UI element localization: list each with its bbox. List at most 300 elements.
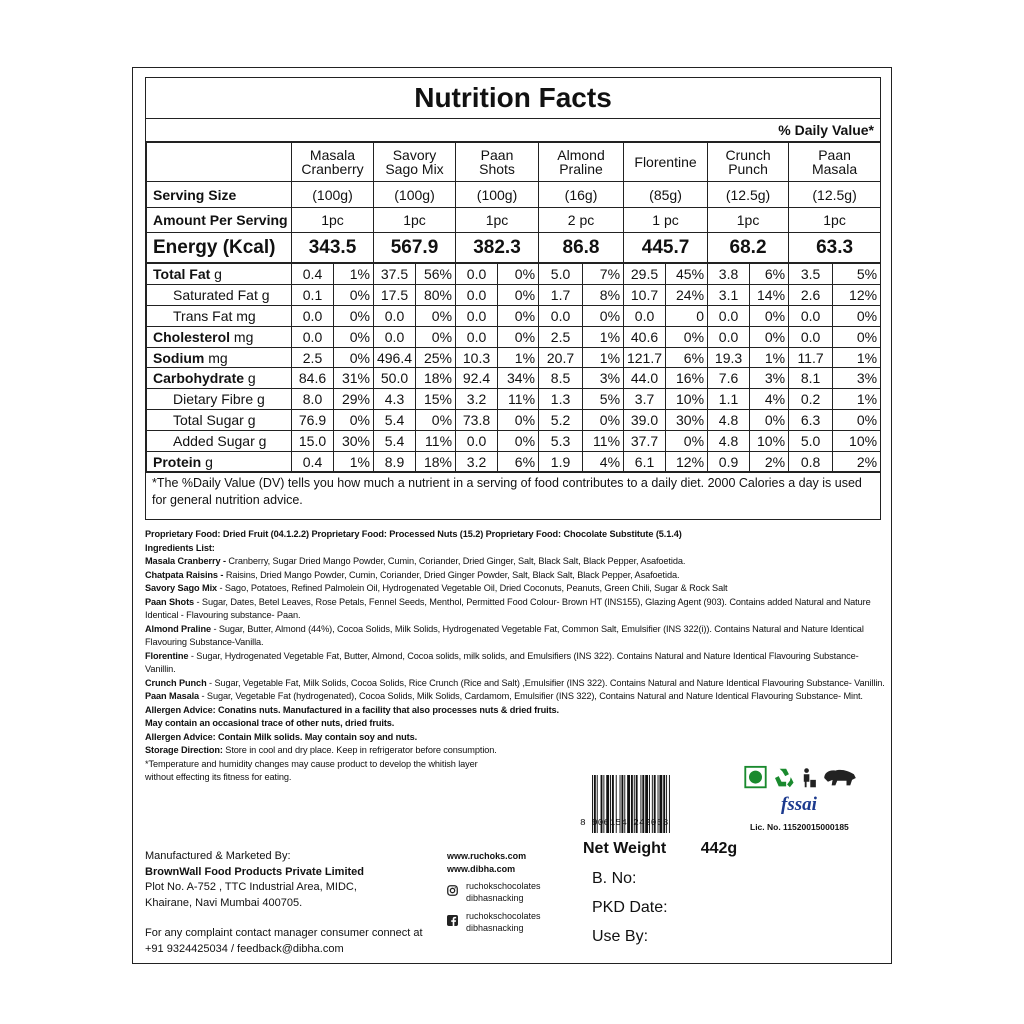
nutrient-amount: 17.5	[374, 284, 416, 305]
product-name-line-2: Sago Mix	[385, 161, 444, 177]
product-header-6	[789, 143, 881, 182]
ingredient-text: Raisins, Dried Mango Powder, Cumin, Coriander, Dried Ginger Powder, Salt, Black Salt, Black Pepper, Asafoetida.	[225, 569, 680, 580]
nutrient-amount: 0.0	[624, 305, 666, 326]
ingredient-text: - Sugar, Butter, Almond (44%), Cocoa Solids, Milk Solids, Hydrogenated Vegetable Fat, Common Salt, Emulsifier (INS 322(i)). Contains Natural and Nature Identical Flavouring Substance-Vanilla.	[145, 623, 864, 647]
nutrient-amount: 39.0	[624, 410, 666, 431]
nutrient-amount: 73.8	[456, 410, 498, 431]
nutrient-daily-value: 30%	[334, 431, 374, 452]
energy-row-value: 382.3	[456, 233, 539, 264]
nutrient-amount: 37.7	[624, 431, 666, 452]
ingredient-item	[145, 555, 885, 569]
ingredient-item	[145, 650, 885, 677]
nutrient-daily-value: 10%	[750, 431, 789, 452]
nutrient-row	[147, 410, 881, 431]
proprietary-value-1: Dried Fruit (04.1.2.2)	[220, 529, 309, 539]
nutrient-amount: 29.5	[624, 263, 666, 284]
nutrient-amount: 2.6	[789, 284, 833, 305]
nutrient-amount: 0.2	[789, 389, 833, 410]
nutrient-label	[147, 368, 292, 389]
nutrient-amount: 6.1	[624, 452, 666, 473]
energy-row	[147, 233, 881, 264]
nutrient-amount: 0.1	[292, 284, 334, 305]
instagram-handle-1: ruchokschocolates	[466, 881, 541, 891]
nutrient-daily-value: 34%	[498, 368, 539, 389]
nutrient-amount: 3.1	[708, 284, 750, 305]
product-name-line-1: Paan	[818, 147, 851, 163]
nutrient-daily-value: 11%	[416, 431, 456, 452]
website-link-2[interactable]: www.dibha.com	[447, 864, 516, 874]
nutrient-amount: 5.4	[374, 410, 416, 431]
nutrient-daily-value: 1%	[334, 452, 374, 473]
nutrient-amount: 121.7	[624, 347, 666, 368]
allergen-advice-3: Allergen Advice: Contain Milk solids. May contain soy and nuts.	[145, 731, 418, 742]
ingredient-item	[145, 690, 885, 704]
nutrient-amount: 5.0	[789, 431, 833, 452]
complaint-line-1: For any complaint contact manager consumer connect at	[145, 927, 423, 939]
nutrient-row	[147, 368, 881, 389]
nutrient-daily-value: 2%	[833, 452, 881, 473]
nutrient-row	[147, 305, 881, 326]
nutrient-unit: mg	[230, 328, 254, 345]
amount-per-serving-row-value: 1 pc	[624, 208, 708, 233]
ingredient-text: - Sugar, Dates, Betel Leaves, Rose Petals, Fennel Seeds, Menthol, Permitted Food Colour- Brown HT (INS155), Glazing Agent (903). Contains added Natural and Nature Identical - Flavouring substance- Paan.	[145, 596, 871, 620]
fssai-logo	[775, 795, 823, 815]
website-block	[447, 850, 526, 876]
nutrient-daily-value: 12%	[833, 284, 881, 305]
nutrient-daily-value: 0%	[666, 431, 708, 452]
nutrient-amount: 4.8	[708, 410, 750, 431]
nutrient-daily-value: 3%	[750, 368, 789, 389]
nutrient-amount: 5.4	[374, 431, 416, 452]
energy-row-value: 445.7	[624, 233, 708, 264]
nutrient-amount: 4.8	[708, 431, 750, 452]
nutrient-amount: 2.5	[292, 347, 334, 368]
instagram-icon	[447, 885, 458, 896]
temperature-note-2: without effecting its fitness for eating.	[145, 772, 292, 782]
nutrient-row	[147, 452, 881, 473]
nutrient-daily-value: 31%	[334, 368, 374, 389]
nutrient-daily-value: 0%	[833, 326, 881, 347]
amount-per-serving-row-value: 1pc	[374, 208, 456, 233]
nutrient-amount: 496.4	[374, 347, 416, 368]
nutrient-amount: 10.3	[456, 347, 498, 368]
barcode-number: 8 906154 242063	[580, 817, 669, 828]
nutrient-amount: 8.1	[789, 368, 833, 389]
instagram-handle-2: dibhasnacking	[466, 893, 524, 903]
nutrient-unit: g	[201, 453, 213, 470]
nutrient-daily-value: 1%	[750, 347, 789, 368]
nutrient-daily-value: 15%	[416, 389, 456, 410]
serving-size-row-value: (100g)	[456, 182, 539, 208]
nutrient-amount: 40.6	[624, 326, 666, 347]
proprietary-value-3: Chocolate Substitute (5.1.4)	[561, 529, 682, 539]
nutrient-daily-value: 4%	[750, 389, 789, 410]
storage-direction	[145, 744, 885, 758]
product-header-3	[539, 143, 624, 182]
net-weight-value: 442g	[700, 840, 738, 857]
veg-mark-icon	[745, 767, 765, 787]
nutrient-daily-value: 11%	[498, 389, 539, 410]
daily-value-footnote: *The %Daily Value (DV) tells you how much a nutrient in a serving of food contributes to a daily diet. 2000 Calories a day is used for general nutrition advice.	[146, 471, 880, 519]
nutrient-daily-value: 7%	[583, 263, 624, 284]
complaint-block	[145, 926, 423, 957]
nutrient-daily-value: 3%	[833, 368, 881, 389]
nutrient-amount: 50.0	[374, 368, 416, 389]
nutrient-daily-value: 1%	[334, 263, 374, 284]
daily-value-header: % Daily Value*	[146, 118, 880, 142]
nutrient-daily-value: 5%	[833, 263, 881, 284]
nutrient-label	[147, 347, 292, 368]
amount-per-serving-row-value: 2 pc	[539, 208, 624, 233]
nutrient-amount: 5.0	[539, 263, 583, 284]
packed-date-label: PKD Date:	[592, 899, 668, 916]
nutrient-daily-value: 0%	[583, 305, 624, 326]
product-header-0	[292, 143, 374, 182]
nutrient-amount: 7.6	[708, 368, 750, 389]
nutrient-daily-value: 1%	[498, 347, 539, 368]
amount-per-serving-row-value: 1pc	[789, 208, 881, 233]
nutrient-amount: 0.0	[789, 305, 833, 326]
nutrient-amount: 1.3	[539, 389, 583, 410]
energy-row-label: Energy (Kcal)	[147, 233, 292, 264]
ingredient-item	[145, 677, 885, 691]
nutrient-daily-value: 1%	[833, 347, 881, 368]
nutrient-amount: 92.4	[456, 368, 498, 389]
nutrient-daily-value: 0%	[750, 410, 789, 431]
nutrient-amount: 8.0	[292, 389, 334, 410]
product-name-line-1: Savory	[392, 147, 437, 163]
make-in-india-lion-icon	[824, 770, 856, 786]
nutrient-label	[147, 284, 292, 305]
nutrient-amount: 0.0	[456, 263, 498, 284]
nutrient-daily-value: 0%	[334, 326, 374, 347]
nutrient-amount: 0.0	[539, 305, 583, 326]
product-name-line-2: Praline	[559, 161, 603, 177]
proprietary-label-3: Proprietary Food:	[485, 529, 562, 539]
product-name-line-2: Cranberry	[301, 161, 364, 177]
nutrient-label	[147, 410, 292, 431]
nutrient-amount: 0.0	[789, 326, 833, 347]
serving-size-row-value: (16g)	[539, 182, 624, 208]
serving-size-row-value: (85g)	[624, 182, 708, 208]
dispose-icon	[804, 768, 816, 787]
energy-row-value: 343.5	[292, 233, 374, 264]
nutrient-amount: 11.7	[789, 347, 833, 368]
nutrient-daily-value: 0%	[334, 284, 374, 305]
product-name-line-1: Almond	[557, 147, 605, 163]
nutrient-label	[147, 452, 292, 473]
allergen-advice-1: Allergen Advice: Conatins nuts. Manufactured in a facility that also processes nuts & dried fruits.	[145, 704, 559, 715]
nutrient-amount: 8.5	[539, 368, 583, 389]
nutrient-amount: 0.0	[374, 305, 416, 326]
nutrient-daily-value: 6%	[666, 347, 708, 368]
product-name-line-2: Masala	[811, 161, 858, 177]
nutrient-daily-value: 14%	[750, 284, 789, 305]
nutrient-daily-value: 10%	[833, 431, 881, 452]
nutrient-daily-value: 0	[666, 305, 708, 326]
nutrient-amount: 0.0	[374, 326, 416, 347]
nutrient-daily-value: 0%	[750, 326, 789, 347]
temperature-note-1: *Temperature and humidity changes may cause product to develop the whitish layer	[145, 758, 478, 769]
nutrient-daily-value: 0%	[498, 305, 539, 326]
nutrient-amount: 0.8	[789, 452, 833, 473]
ingredient-product-name: Paan Masala	[145, 691, 200, 701]
proprietary-label-2: Proprietary Food:	[311, 529, 387, 539]
nutrient-daily-value: 56%	[416, 263, 456, 284]
nutrient-amount: 84.6	[292, 368, 334, 389]
product-name-line-1: Crunch	[725, 147, 771, 163]
manufacturer-address-2: Khairane, Navi Mumbai 400705.	[145, 896, 303, 909]
energy-row-value: 86.8	[539, 233, 624, 264]
nutrient-daily-value: 0%	[498, 263, 539, 284]
nutrient-daily-value: 0%	[833, 410, 881, 431]
nutrient-amount: 0.4	[292, 263, 334, 284]
manufacturer-block	[145, 849, 364, 911]
nutrient-daily-value: 24%	[666, 284, 708, 305]
instagram-row[interactable]	[447, 880, 541, 904]
storage-text: Store in cool and dry place. Keep in refrigerator before consumption.	[222, 745, 497, 755]
manufacturer-heading: Manufactured & Marketed By:	[145, 850, 291, 862]
nutrient-daily-value: 6%	[750, 263, 789, 284]
energy-row-value: 68.2	[708, 233, 789, 264]
nutrition-facts-title: Nutrition Facts	[146, 78, 880, 119]
product-header-1	[374, 143, 456, 182]
nutrient-daily-value: 18%	[416, 368, 456, 389]
ingredient-product-name: Almond Praline	[145, 623, 211, 634]
proprietary-value-2: Processed Nuts (15.2)	[386, 529, 484, 539]
header-blank-cell	[147, 143, 292, 182]
nutrient-unit: Saturated Fat g	[173, 286, 270, 303]
facebook-row[interactable]	[447, 910, 541, 934]
nutrient-label	[147, 263, 292, 284]
ingredient-item	[145, 569, 885, 583]
nutrient-label	[147, 326, 292, 347]
fssai-text: fssai	[781, 794, 817, 815]
fssai-license: Lic. No. 11520015000185	[750, 822, 849, 832]
nutrient-daily-value: 0%	[334, 410, 374, 431]
nutrient-row	[147, 431, 881, 452]
product-header-row	[147, 143, 881, 182]
product-name-line-1: Masala	[309, 147, 356, 163]
facebook-handle-2: dibhasnacking	[466, 923, 524, 933]
nutrient-daily-value: 18%	[416, 452, 456, 473]
product-name-line-2: Punch	[728, 161, 768, 177]
nutrient-label	[147, 305, 292, 326]
nutrient-daily-value: 6%	[498, 452, 539, 473]
nutrient-amount: 20.7	[539, 347, 583, 368]
ingredient-item	[145, 623, 885, 650]
nutrient-daily-value: 30%	[666, 410, 708, 431]
nutrient-daily-value: 0%	[583, 410, 624, 431]
nutrient-unit: Total Sugar g	[173, 412, 256, 429]
nutrient-unit: g	[244, 370, 256, 387]
nutrient-amount: 0.0	[456, 284, 498, 305]
nutrient-amount: 19.3	[708, 347, 750, 368]
nutrient-daily-value: 11%	[583, 431, 624, 452]
nutrient-daily-value: 2%	[750, 452, 789, 473]
nutrient-amount: 0.0	[456, 305, 498, 326]
nutrient-daily-value: 0%	[750, 305, 789, 326]
nutrient-daily-value: 25%	[416, 347, 456, 368]
product-header-4	[624, 143, 708, 182]
nutrient-daily-value: 10%	[666, 389, 708, 410]
nutrient-amount: 0.0	[456, 326, 498, 347]
amount-per-serving-row-value: 1pc	[708, 208, 789, 233]
product-header-5	[708, 143, 789, 182]
serving-size-row-value: (12.5g)	[708, 182, 789, 208]
ingredients-block	[145, 528, 885, 785]
ingredient-product-name: Florentine	[145, 650, 189, 661]
nutrient-row	[147, 284, 881, 305]
net-weight	[583, 840, 737, 858]
nutrient-name: Cholesterol	[153, 328, 231, 345]
nutrient-amount: 8.9	[374, 452, 416, 473]
storage-label: Storage Direction:	[145, 745, 223, 755]
nutrient-name: Carbohydrate	[153, 370, 245, 387]
nutrient-daily-value: 16%	[666, 368, 708, 389]
nutrient-name: Total Fat	[153, 265, 211, 282]
nutrient-daily-value: 0%	[498, 326, 539, 347]
energy-row-value: 63.3	[789, 233, 881, 264]
nutrient-daily-value: 0%	[833, 305, 881, 326]
nutrient-amount: 6.3	[789, 410, 833, 431]
nutrient-amount: 2.5	[539, 326, 583, 347]
social-block	[447, 880, 541, 940]
nutrient-daily-value: 0%	[416, 326, 456, 347]
nutrient-name: Sodium	[153, 349, 205, 366]
ingredient-text: Cranberry, Sugar Dried Mango Powder, Cumin, Coriander, Dried Ginger, Salt, Black Salt, Black Pepper, Asafoetida.	[228, 556, 686, 566]
nutrient-amount: 4.3	[374, 389, 416, 410]
nutrient-amount: 37.5	[374, 263, 416, 284]
nutrient-amount: 0.0	[292, 326, 334, 347]
nutrient-amount: 3.7	[624, 389, 666, 410]
nutrient-amount: 10.7	[624, 284, 666, 305]
serving-size-row-value: (12.5g)	[789, 182, 881, 208]
ingredient-product-name: Masala Cranberry -	[145, 556, 229, 566]
ingredient-product-name: Crunch Punch	[145, 677, 207, 688]
nutrient-daily-value: 8%	[583, 284, 624, 305]
nutrition-facts-panel	[145, 77, 881, 520]
nutrient-label	[147, 431, 292, 452]
nutrient-daily-value: 0%	[498, 431, 539, 452]
ingredient-product-name: Savory Sago Mix	[145, 583, 218, 593]
nutrient-daily-value: 0%	[666, 326, 708, 347]
product-name-line-2: Shots	[479, 161, 515, 177]
product-header-2	[456, 143, 539, 182]
manufacturer-company: BrownWall Food Products Private Limited	[145, 865, 365, 878]
facebook-icon	[447, 915, 458, 926]
nutrient-amount: 0.9	[708, 452, 750, 473]
nutrient-amount: 0.0	[456, 431, 498, 452]
proprietary-label-1: Proprietary Food:	[145, 529, 221, 539]
nutrient-amount: 1.7	[539, 284, 583, 305]
nutrient-unit: g	[210, 265, 222, 282]
recycle-icon	[775, 769, 794, 788]
nutrient-daily-value: 1%	[583, 326, 624, 347]
nutrient-amount: 44.0	[624, 368, 666, 389]
serving-size-row	[147, 182, 881, 208]
nutrient-amount: 15.0	[292, 431, 334, 452]
ingredient-text: - Sugar, Vegetable Fat (hydrogenated), Cocoa Solids, Milk Solids, Cardamom, Emulsifier (INS 322), Contains Natural and Nature Identical Flavouring Substance- Mint.	[199, 691, 863, 701]
serving-size-row-label: Serving Size	[147, 182, 292, 208]
use-by-label: Use By:	[592, 928, 649, 945]
amount-per-serving-row	[147, 208, 881, 233]
ingredient-text: - Sago, Potatoes, Refined Palmolein Oil, Hydrogenated Vegetable Oil, Dried Coconuts, Peanuts, Green Chili, Sugar & Rock Salt	[217, 583, 728, 593]
nutrient-row	[147, 326, 881, 347]
ingredient-text: - Sugar, Hydrogenated Vegetable Fat, Butter, Almond, Cocoa solids, milk solids, and Emulsifiers (INS 322). Contains Natural and Nature Identical Flavouring Substance- Vanillin.	[145, 650, 859, 674]
certification-icons	[740, 765, 862, 791]
nutrient-daily-value: 0%	[498, 410, 539, 431]
serving-size-row-value: (100g)	[374, 182, 456, 208]
nutrient-daily-value: 12%	[666, 452, 708, 473]
nutrient-amount: 1.1	[708, 389, 750, 410]
nutrient-daily-value: 0%	[416, 410, 456, 431]
nutrient-amount: 3.2	[456, 389, 498, 410]
nutrient-daily-value: 0%	[498, 284, 539, 305]
nutrient-amount: 0.0	[708, 305, 750, 326]
nutrient-amount: 5.3	[539, 431, 583, 452]
nutrient-daily-value: 80%	[416, 284, 456, 305]
nutrient-amount: 3.8	[708, 263, 750, 284]
nutrient-unit: mg	[204, 349, 228, 366]
nutrient-daily-value: 0%	[334, 347, 374, 368]
nutrient-amount: 0.0	[708, 326, 750, 347]
nutrient-amount: 5.2	[539, 410, 583, 431]
proprietary-line	[145, 528, 885, 542]
ingredient-product-name: Chatpata Raisins -	[145, 569, 226, 580]
ingredient-item	[145, 596, 885, 623]
ingredients-heading: Ingredients List:	[145, 542, 215, 553]
nutrient-unit: Trans Fat mg	[173, 307, 256, 324]
nutrient-daily-value: 5%	[583, 389, 624, 410]
amount-per-serving-row-value: 1pc	[292, 208, 374, 233]
allergen-advice-2: May contain an occasional trace of other nuts, dried fruits.	[145, 718, 395, 728]
complaint-line-2: +91 9324425034 / feedback@dibha.com	[145, 942, 344, 955]
nutrition-table	[146, 142, 881, 473]
nutrient-daily-value: 29%	[334, 389, 374, 410]
ingredient-item	[145, 582, 885, 596]
product-name-line-1: Florentine	[634, 154, 697, 170]
nutrient-unit: Dietary Fibre g	[173, 391, 265, 408]
nutrient-daily-value: 4%	[583, 452, 624, 473]
ingredients-list	[145, 555, 885, 704]
nutrient-row	[147, 347, 881, 368]
ingredient-text: - Sugar, Vegetable Fat, Milk Solids, Cocoa Solids, Rice Crunch (Rice and Salt) ,Emulsifier (INS 322). Contains Natural and Nature Identical Flavouring Substance- Vanillin.	[206, 677, 885, 688]
net-weight-label: Net Weight	[583, 840, 667, 857]
website-link-1[interactable]: www.ruchoks.com	[447, 851, 527, 861]
serving-size-row-value: (100g)	[292, 182, 374, 208]
nutrient-unit: Added Sugar g	[173, 433, 267, 450]
nutrient-amount: 76.9	[292, 410, 334, 431]
nutrient-amount: 3.5	[789, 263, 833, 284]
nutrient-daily-value: 1%	[833, 389, 881, 410]
nutrient-amount: 0.0	[292, 305, 334, 326]
nutrient-daily-value: 0%	[334, 305, 374, 326]
facebook-handle-1: ruchokschocolates	[466, 911, 541, 921]
nutrient-daily-value: 0%	[416, 305, 456, 326]
amount-per-serving-row-label: Amount Per Serving	[147, 208, 292, 233]
nutrient-row	[147, 263, 881, 284]
nutrient-name: Protein	[153, 453, 202, 470]
product-name-line-1: Paan	[480, 147, 514, 163]
nutrient-label	[147, 389, 292, 410]
nutrient-amount: 3.2	[456, 452, 498, 473]
batch-number-label: B. No:	[592, 870, 637, 887]
nutrient-row	[147, 389, 881, 410]
nutrient-amount: 0.4	[292, 452, 334, 473]
nutrient-daily-value: 3%	[583, 368, 624, 389]
energy-row-value: 567.9	[374, 233, 456, 264]
